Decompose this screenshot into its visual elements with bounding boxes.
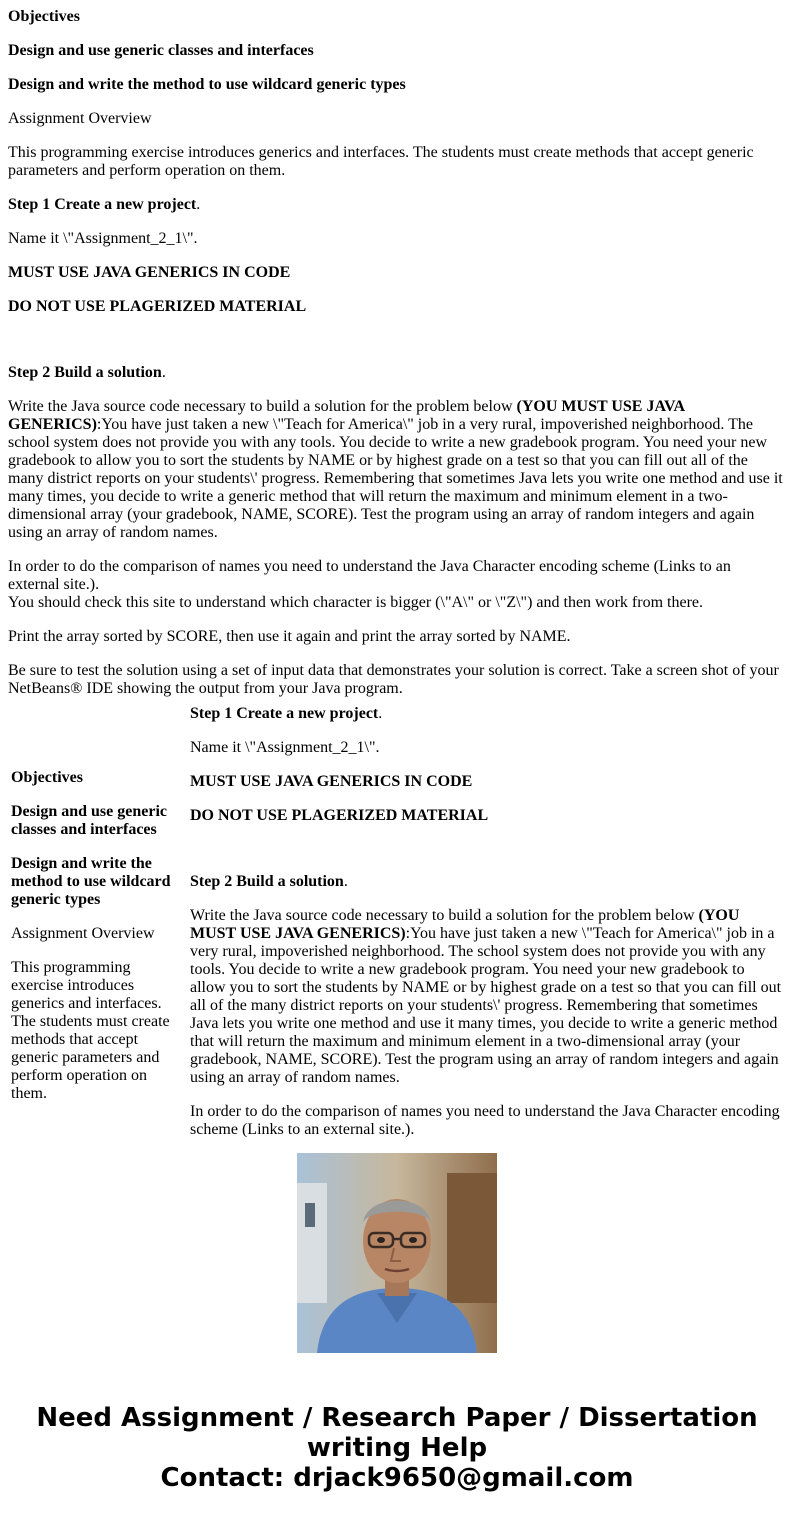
objective-1: Design and use generic classes and interfaces — [8, 42, 314, 59]
blank-gap — [8, 332, 786, 348]
problem-description-repeat: Write the Java source code necessary to build a solution for the problem below (YOU MUST USE JAVA GENERICS):You have just taken a new \"Teach for America\" job in a very rural, impoverished neighborhood. The school system does not provide you with any tools. You decide to write a new gradebook program. You need your new gradebook to allow you to sort the students by NAME or by highest grade on a test so that you can fill out all of the many district reports on your students\' progress. Remembering that sometimes Java lets you write one method and use it many times, you decide to write a generic method that will return the maximum and minimum element in a two-dimensional array (your gradebook, NAME, SCORE). Test the program using an array of random integers and again using an array of random names. — [190, 907, 782, 1086]
overview-heading-repeat: Assignment Overview — [11, 925, 155, 942]
no-plagiarism: DO NOT USE PLAGERIZED MATERIAL — [8, 298, 307, 315]
problem-description: Write the Java source code necessary to build a solution for the problem below (YOU MUST USE JAVA GENERICS):You have just taken a new \"Teach for America\" job in a very rural, impoverished neighborhood. The school system does not provide you with any tools. You decide to write a new gradebook program. You need your new gradebook to allow you to sort the students by NAME or by highest grade on a test so that you can fill out all of the many district reports on your students\' progress. Remembering that sometimes Java lets you write one method and use it many times, you decide to write a generic method that will return the maximum and minimum element in a two-dimensional array (your gradebook, NAME, SCORE). Test the program using an array of random integers and again using an array of random names. — [8, 398, 783, 541]
overview-heading: Assignment Overview — [8, 110, 152, 127]
contact-banner — [0, 1403, 794, 1493]
objectives-heading: Objectives — [8, 8, 80, 25]
left-column — [10, 688, 187, 1140]
name-instruction: Name it \"Assignment_2_1\". — [8, 230, 198, 247]
step1-heading: Step 1 Create a new project. — [8, 196, 201, 213]
encoding-note: In order to do the comparison of names you need to understand the Java Character encoding scheme (Links to an external site.). You should check this site to understand which character is bigger (\"A\" or \"Z\") and then work from there. — [8, 558, 731, 611]
person-portrait-icon — [297, 1153, 497, 1353]
no-plagiarism-repeat: DO NOT USE PLAGERIZED MATERIAL — [190, 807, 489, 824]
blank-gap-repeat — [190, 841, 783, 857]
banner-contact-email: Contact: drjack9650@gmail.com — [160, 1463, 634, 1493]
overview-text-repeat: This programming exercise introduces generics and interfaces. The students must create methods that accept generic parameters and perform operation on them. — [11, 959, 170, 1102]
banner-line-2: writing Help — [306, 1433, 488, 1463]
banner-line-1: Need Assignment / Research Paper / Dissertation — [36, 1403, 758, 1433]
objective-1-repeat: Design and use generic classes and interfaces — [11, 803, 167, 838]
objectives-heading-repeat: Objectives — [11, 769, 83, 786]
step1-heading-repeat: Step 1 Create a new project. — [190, 705, 383, 722]
must-use-generics: MUST USE JAVA GENERICS IN CODE — [8, 264, 291, 281]
name-instruction-repeat: Name it \"Assignment_2_1\". — [190, 739, 380, 756]
objective-2: Design and write the method to use wildcard generic types — [8, 76, 406, 93]
overview-text: This programming exercise introduces generics and interfaces. The students must create methods that accept generic parameters and perform operation on them. — [8, 144, 754, 179]
right-column — [189, 688, 784, 1140]
print-instruction: Print the array sorted by SCORE, then use it again and print the array sorted by NAME. — [8, 628, 571, 645]
layout-table — [8, 686, 786, 1142]
testing-instruction: Be sure to test the solution using a set of input data that demonstrates your solution is correct. Take a screen shot of your NetBeans® IDE showing the output from your Java program. — [8, 662, 779, 697]
document-body — [8, 0, 786, 714]
step2-heading: Step 2 Build a solution. — [8, 364, 166, 381]
step2-heading-repeat: Step 2 Build a solution. — [190, 873, 348, 890]
must-use-generics-repeat: MUST USE JAVA GENERICS IN CODE — [190, 773, 473, 790]
author-photo — [297, 1153, 497, 1353]
objective-2-repeat: Design and write the method to use wildcard generic types — [11, 855, 171, 908]
encoding-note-repeat: In order to do the comparison of names you need to understand the Java Character encoding scheme (Links to an external site.). — [190, 1103, 780, 1138]
